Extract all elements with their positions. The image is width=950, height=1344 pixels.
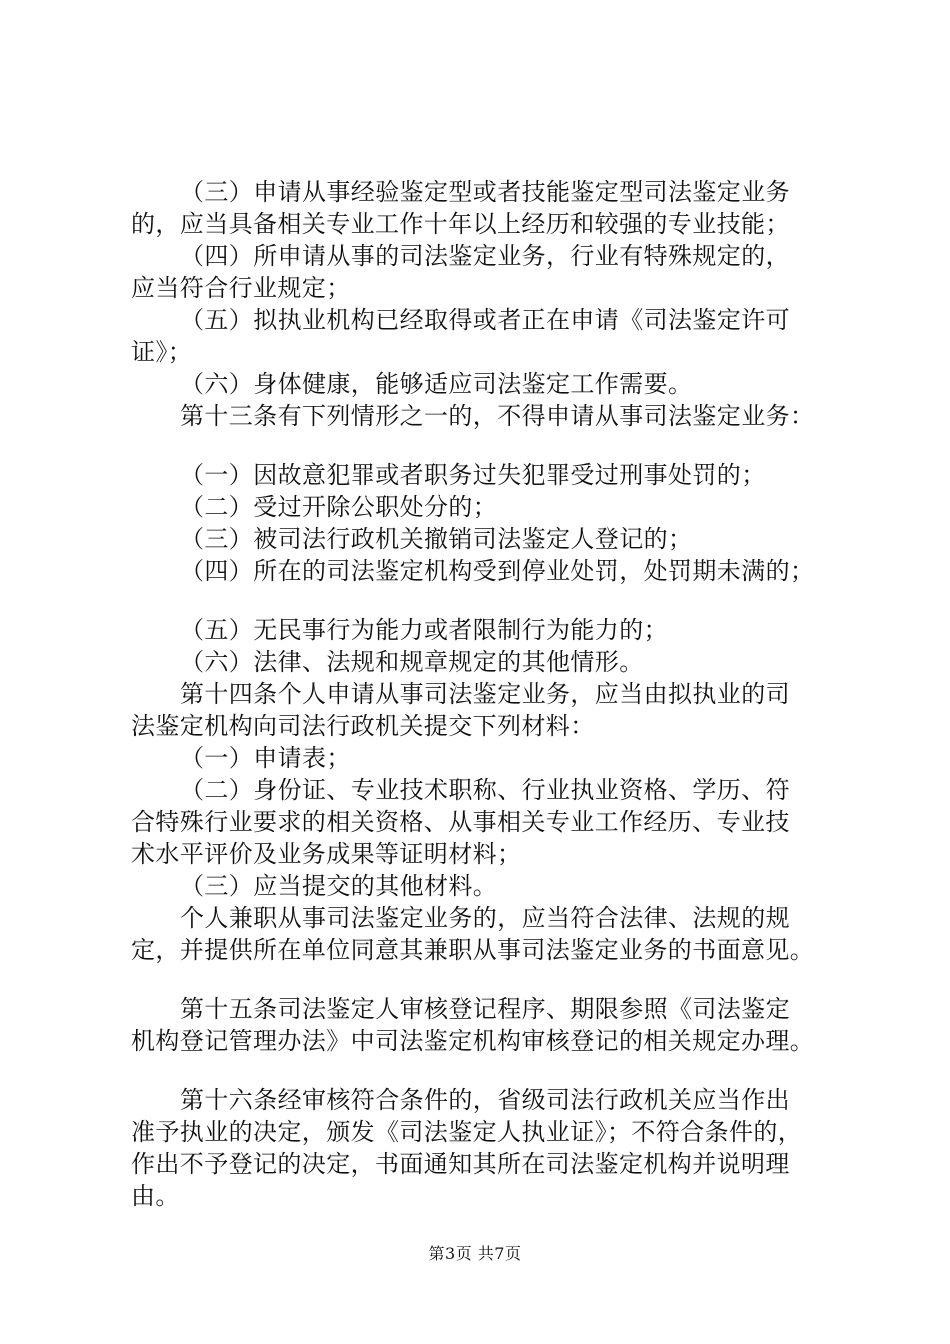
text-line: 定，并提供所在单位同意其兼职从事司法鉴定业务的书面意见。 bbox=[131, 936, 815, 964]
text-line: 机构登记管理办法》中司法鉴定机构审核登记的相关规定办理。 bbox=[131, 1027, 815, 1055]
text-line: （一）申请表； bbox=[180, 744, 351, 772]
text-line: 合特殊行业要求的相关资格、从事相关专业工作经历、专业技 bbox=[131, 808, 790, 836]
text-line: （三）被司法行政机关撤销司法鉴定人登记的； bbox=[180, 525, 693, 553]
article-14-heading: 第十四条个人申请从事司法鉴定业务，应当由拟执业的司 bbox=[180, 680, 790, 708]
article-13-heading: 第十三条有下列情形之一的，不得申请从事司法鉴定业务： bbox=[180, 402, 815, 430]
text-line: 应当符合行业规定； bbox=[131, 274, 351, 302]
text-line: （一）因故意犯罪或者职务过失犯罪受过刑事处罚的； bbox=[180, 461, 766, 489]
document-body bbox=[131, 176, 851, 1212]
article-16-heading: 第十六条经审核符合条件的，省级司法行政机关应当作出 bbox=[180, 1086, 790, 1114]
text-line: 法鉴定机构向司法行政机关提交下列材料： bbox=[131, 712, 595, 740]
page-number-footer: 第3页 共7页 bbox=[428, 1244, 522, 1263]
paragraph-gap bbox=[131, 587, 851, 614]
text-line: （六）身体健康，能够适应司法鉴定工作需要。 bbox=[180, 370, 693, 398]
text-line: 由。 bbox=[131, 1182, 180, 1210]
text-line: （五）无民事行为能力或者限制行为能力的； bbox=[180, 616, 668, 644]
text-line: 的，应当具备相关专业工作十年以上经历和较强的专业技能； bbox=[131, 210, 790, 238]
text-line: （六）法律、法规和规章规定的其他情形。 bbox=[180, 648, 644, 676]
text-line: （二）身份证、专业技术职称、行业执业资格、学历、符 bbox=[180, 776, 790, 804]
text-line: （二）受过开除公职处分的； bbox=[180, 493, 498, 521]
text-line: （三）应当提交的其他材料。 bbox=[180, 872, 498, 900]
text-line: 准予执业的决定，颁发《司法鉴定人执业证》；不符合条件的， bbox=[131, 1118, 803, 1146]
text-line: 证》； bbox=[131, 338, 193, 366]
text-line: （五）拟执业机构已经取得或者正在申请《司法鉴定许可 bbox=[180, 306, 790, 334]
article-15-heading: 第十五条司法鉴定人审核登记程序、期限参照《司法鉴定 bbox=[180, 995, 790, 1023]
text-line: 作出不予登记的决定，书面通知其所在司法鉴定机构并说明理 bbox=[131, 1150, 790, 1178]
text-line: （四）所申请从事的司法鉴定业务，行业有特殊规定的， bbox=[180, 242, 790, 270]
paragraph-gap bbox=[131, 1057, 851, 1084]
text-line: （三）申请从事经验鉴定型或者技能鉴定型司法鉴定业务 bbox=[180, 178, 790, 206]
paragraph-gap bbox=[131, 432, 851, 459]
text-line: 术水平评价及业务成果等证明材料； bbox=[131, 840, 522, 868]
paragraph-gap bbox=[131, 966, 851, 993]
text-line: 个人兼职从事司法鉴定业务的，应当符合法律、法规的规 bbox=[180, 904, 790, 932]
text-line: （四）所在的司法鉴定机构受到停业处罚，处罚期未满的； bbox=[180, 557, 815, 585]
